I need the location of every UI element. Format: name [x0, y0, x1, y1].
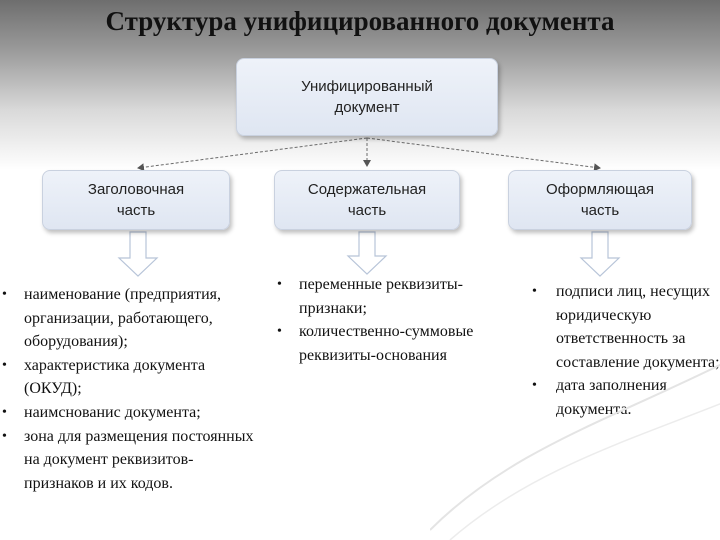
content-part-line1: Содержательная — [307, 181, 427, 198]
down-arrow-right — [581, 232, 619, 276]
header-part-line2: часть — [116, 202, 156, 219]
down-arrow-left — [119, 232, 157, 276]
top-box-line1: Унифицированный — [301, 78, 433, 95]
list-item: • наименование (предприятия, организации, работающего, оборудования); — [2, 283, 260, 354]
content-part-list — [277, 273, 497, 367]
list-item: • дата заполнения документа. — [532, 374, 720, 421]
formatting-part-list — [532, 280, 720, 422]
list-item: • наимснованис документа; — [2, 401, 260, 425]
formatting-part-line1: Оформляющая — [546, 181, 654, 198]
header-part-line1: Заголовочная — [87, 181, 185, 198]
top-box-line2: документ — [334, 99, 400, 116]
formatting-part-line2: часть — [580, 202, 620, 219]
content-part-line2: часть — [347, 202, 387, 219]
list-item: • зона для размещения постоянных на документ реквизитов-признаков и их кодов. — [2, 425, 260, 496]
down-arrow-center — [348, 232, 386, 274]
unified-document-box — [236, 58, 498, 136]
page-title: Структура унифицированного документа — [105, 6, 615, 36]
header-part-box — [42, 170, 230, 230]
connector-right — [367, 138, 600, 168]
list-item: • подписи лиц, несущих юридическую ответственность за составление документа; — [532, 280, 720, 374]
content-part-box — [274, 170, 460, 230]
header-part-list — [2, 283, 260, 495]
list-item: • характеристика документа (ОКУД); — [2, 354, 260, 401]
list-item: • количественно-суммовые реквизиты-основания — [277, 320, 497, 367]
formatting-part-box — [508, 170, 692, 230]
connector-left — [138, 138, 367, 168]
list-item: • переменные реквизиты-признаки; — [277, 273, 497, 320]
